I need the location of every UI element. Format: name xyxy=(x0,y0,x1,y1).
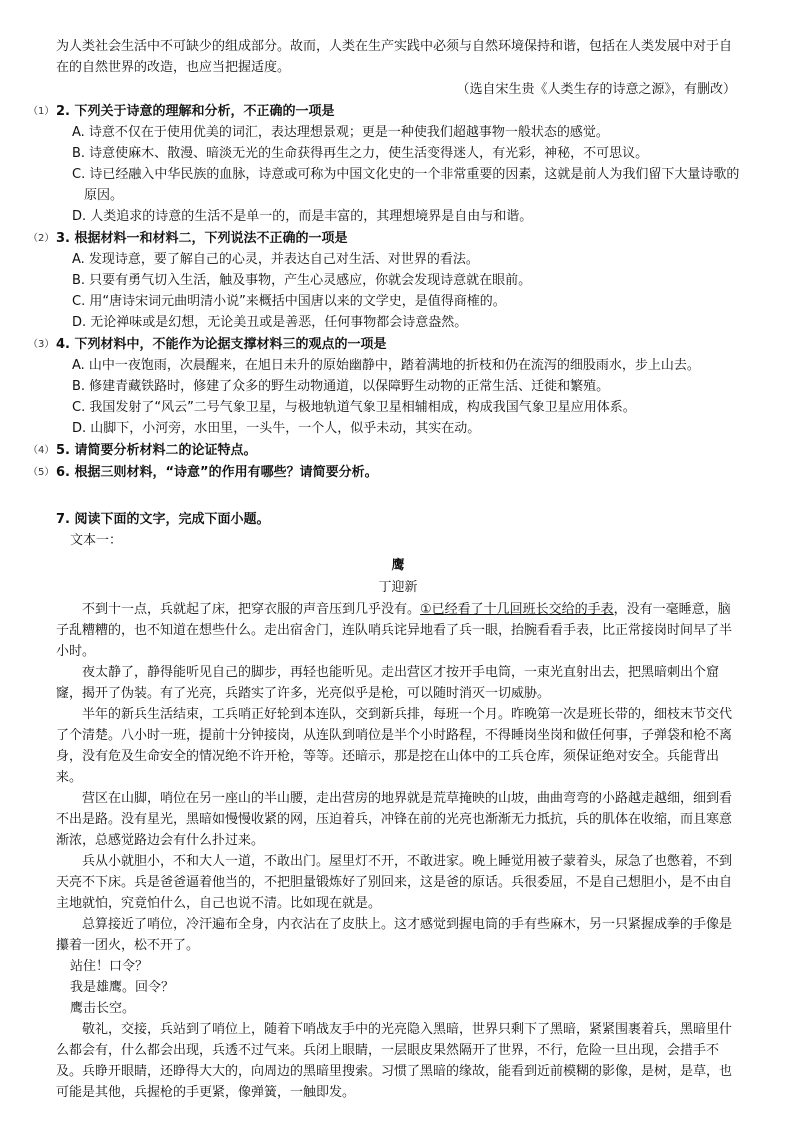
question-stem: 2. 下列关于诗意的理解和分析，不正确的一项是 xyxy=(56,104,335,119)
question-number: （2） xyxy=(28,233,55,244)
section-7-title: 7. 阅读下面的文字，完成下面小题。 xyxy=(56,512,270,527)
passage-source: （选自宋生贵《人类生存的诗意之源》，有删改） xyxy=(456,82,736,97)
question-2 xyxy=(28,228,740,333)
option-d: D. 山脚下，小河旁，水田里，一头牛，一个人，似乎未动，其实在动。 xyxy=(72,421,481,436)
dialog-line-1: 站住！口令？ xyxy=(70,959,149,974)
question-number: （5） xyxy=(28,467,55,478)
option-b: B. 修建青藏铁路时，修建了众多的野生动物通道，以保障野生动物的正常生活、迁徙和繁殖。 xyxy=(72,379,610,394)
text-one-label: 文本一： xyxy=(70,533,123,548)
story-title: 鹰 xyxy=(391,558,405,573)
passage-intro: 为人类社会生活中不可缺少的组成部分。故而，人类在生产实践中必须与自然环境保持和谐，包括在人类发展中对于自在的自然世界的改造，也应当把握适度。 xyxy=(56,39,733,75)
question-stem: 3. 根据材料一和材料二，下列说法不正确的一项是 xyxy=(56,231,348,246)
story-paragraph-3: 半年的新兵生活结束，工兵哨正好轮到本连队，交到新兵排，每班一个月。昨晚第一次是班长带的，细枝末节交代了个清楚。八小时一班，提前十分钟接岗，从连队到哨位是半个小时路程，不得睡岗坐岗和做任何事，子弹袋和枪不离身，没有危及生命安全的情况绝不许开枪，等等。还暗示，那是挖在山体中的工兵仓库，须保证绝对安全。兵能背出来。 xyxy=(56,707,733,785)
option-c: C. 我国发射了“风云”二号气象卫星，与极地轨道气象卫星相辅相成，构成我国气象卫星应用体系。 xyxy=(72,400,636,415)
option-a: A. 诗意不仅在于使用优美的词汇，表达理想景观；更是一种使我们超越事物一般状态的感觉。 xyxy=(72,125,609,140)
option-b: B. 诗意使麻木、散漫、暗淡无光的生命获得再生之力，使生活变得迷人，有光彩，神秘，不可思议。 xyxy=(72,146,649,161)
option-d: D. 人类追求的诗意的生活不是单一的，而是丰富的，其理想境界是自由与和谐。 xyxy=(72,209,533,224)
document-content xyxy=(28,36,740,1103)
question-5 xyxy=(28,462,740,483)
story-paragraph-6: 总算接近了哨位，冷汗遍布全身，内衣沾在了皮肤上。这才感觉到握电筒的手有些麻木，另一只紧握成拳的手像是攥着一团火，松不开了。 xyxy=(56,917,733,953)
underlined-sentence-1: ①已经看了十几回班长交给的手表 xyxy=(420,602,614,617)
option-d: D. 无论禅味或是幻想，无论美丑或是善恶，任何事物都会诗意盎然。 xyxy=(72,315,468,330)
question-number: （1） xyxy=(28,106,55,117)
option-c: C. 用“唐诗宋词元曲明清小说”来概括中国唐以来的文学史，是值得商榷的。 xyxy=(72,294,506,309)
story-paragraph-7: 敬礼，交接，兵站到了哨位上，随着下哨战友手中的光亮隐入黑暗，世界只剩下了黑暗，紧紧围裹着兵，黑暗里什么都会有，什么都会出现，兵透不过气来。兵闭上眼睛，一层眼皮果然隔开了世界，不行，危险一旦出现，会措手不及。兵睁开眼睛，还睁得大大的，向周边的黑暗里搜索。习惯了黑暗的缘故，能看到近前模糊的影像，是树，是草，也可能是其他，兵握枪的手更紧，像弹簧，一触即发。 xyxy=(56,1022,733,1100)
story-paragraph-1 xyxy=(56,599,740,662)
question-stem: 6. 根据三则材料，“诗意”的作用有哪些？请简要分析。 xyxy=(56,465,378,480)
paragraph-text: ，没有一毫睡意，脑子乱糟糟的，也不知道在想些什么。走出宿舍门，连队哨兵诧异地看了兵一眼，抬腕看看手表，比正常接岗时间早了半小时。 xyxy=(56,602,733,659)
story-paragraph-2: 夜太静了，静得能听见自己的脚步，再轻也能听见。走出营区才按开手电筒，一束光直射出去，把黑暗刺出个窟窿，揭开了伪装。有了光亮，兵踏实了许多，光亮似乎是枪，可以随时消灭一切威胁。 xyxy=(56,665,720,701)
question-3 xyxy=(28,334,740,439)
question-number: （3） xyxy=(28,339,55,350)
dialog-line-3: 鹰击长空。 xyxy=(70,1001,136,1016)
option-a: A. 山中一夜饱雨，次晨醒来，在旭日未升的原始幽静中，踏着满地的折枝和仍在流泻的细股雨水，步上山去。 xyxy=(72,358,700,373)
question-4 xyxy=(28,440,740,461)
question-1 xyxy=(28,101,740,227)
question-number: （4） xyxy=(28,445,55,456)
question-stem: 4. 下列材料中，不能作为论据支撑材料三的观点的一项是 xyxy=(56,337,387,352)
story-paragraph-5: 兵从小就胆小，不和大人一道，不敢出门。屋里灯不开，不敢进家。晚上睡觉用被子蒙着头，尿急了也憋着，不到天亮不下床。兵是爸爸逼着他当的，不把胆量锻炼好了别回来，这是爸的原话。兵很委屈，不是自己想胆小，是不由自主地就怕，究竟怕什么，自己也说不清。比如现在就是。 xyxy=(56,854,733,911)
option-b: B. 只要有勇气切入生活，触及事物，产生心灵感应，你就会发现诗意就在眼前。 xyxy=(72,273,532,288)
option-a: A. 发现诗意，要了解自己的心灵，并表达自己对生活、对世界的看法。 xyxy=(72,252,479,267)
paragraph-text: 不到十一点，兵就起了床，把穿衣服的声音压到几乎没有。 xyxy=(82,602,421,617)
option-c: C. 诗已经融入中华民族的血脉，诗意或可称为中国文化史的一个非常重要的因素，这就是前人为我们留下大量诗歌的原因。 xyxy=(72,167,740,203)
dialog-line-2: 我是雄鹰。回令？ xyxy=(70,980,175,995)
story-author: 丁迎新 xyxy=(378,580,418,595)
question-stem: 5. 请简要分析材料二的论证特点。 xyxy=(56,443,257,458)
story-paragraph-4: 营区在山脚，哨位在另一座山的半山腰，走出营房的地界就是荒草掩映的山坡，曲曲弯弯的小路越走越细，细到看不出是路。没有星光，黑暗如慢慢收紧的网，压迫着兵，冲锋在前的光亮也渐渐无力抵抗，兵的肌体在收缩，而且寒意渐浓，总感觉路边会有什么扑过来。 xyxy=(56,791,733,848)
